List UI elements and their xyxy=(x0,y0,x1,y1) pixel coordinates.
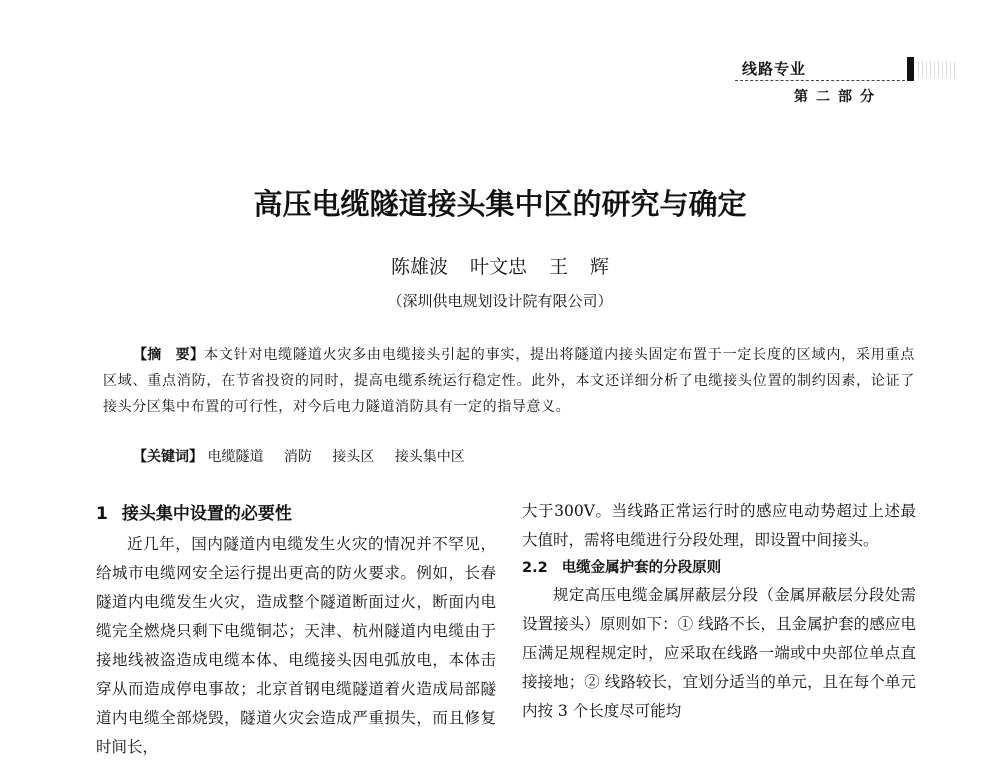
right-column xyxy=(522,497,916,726)
body-paragraph: 规定高压电缆金属屏蔽层分段（金属屏蔽层分段处需设置接头）原则如下：① 线路不长，且金属护套的感应电压满足规程规定时，应采取在线路一端或中央部位单点直接接地；② 线路较长，宜划分适当的单元，且在每个单元内按 3 个长度尽可能均 xyxy=(522,586,916,720)
subsection-number: 2.2 xyxy=(522,560,548,576)
paper-affiliation: （深圳供电规划设计院有限公司） xyxy=(387,292,613,310)
paper-authors: 陈雄波 叶文忠 王 辉 xyxy=(390,256,610,278)
body-paragraph: 近几年，国内隧道内电缆发生火灾的情况并不罕见，给城市电缆网安全运行提出更高的防火要求。例如，长春隧道内电缆发生火灾，造成整个隧道断面过火，断面内电缆完全燃烧只剩下电缆铜芯；天津、杭州隧道内电缆由于接地线被盗造成电缆本体、电缆接头因电弧放电，本体击穿从而造成停电事故；北京首钢电缆隧道着火造成局部隧道内电缆全部烧毁，隧道火灾会造成严重损失，而且修复时间长， xyxy=(96,535,496,756)
left-column xyxy=(96,500,496,762)
subsection-heading xyxy=(522,555,916,581)
running-header-part: 第二部分 xyxy=(794,89,882,105)
keyword: 消防 xyxy=(283,449,312,465)
running-header-section: 线路专业 xyxy=(742,60,807,78)
section-number: 1 xyxy=(96,504,108,524)
running-header-bar xyxy=(907,57,914,81)
keyword: 接头集中区 xyxy=(394,449,465,465)
running-header-rule xyxy=(735,80,910,81)
paper-title: 高压电缆隧道接头集中区的研究与确定 xyxy=(253,187,747,221)
subsection-title: 电缆金属护套的分段原则 xyxy=(561,560,722,576)
abstract-text: 本文针对电缆隧道火灾多由电缆接头引起的事实，提出将隧道内接头固定布置于一定长度的区域内，采用重点区域、重点消防，在节省投资的同时，提高电缆系统运行稳定性。此外，本文还详细分析了电缆接头位置的制约因素，论证了接头分区集中布置的可行性，对今后电力隧道消防具有一定的指导意义。 xyxy=(103,347,916,415)
keywords-label: 【关键词】 xyxy=(133,449,203,465)
continued-paragraph: 大于300V。当线路正常运行时的感应电动势超过上述最大值时，需将电缆进行分段处理，即设置中间接头。 xyxy=(522,502,916,549)
section-heading xyxy=(96,500,496,528)
keywords xyxy=(133,446,481,466)
abstract-label: 【摘 要】 xyxy=(133,347,205,363)
scan-artifact xyxy=(918,62,958,78)
keyword: 接头区 xyxy=(332,449,375,465)
keyword: 电缆隧道 xyxy=(207,449,264,465)
abstract xyxy=(103,342,915,420)
section-title: 接头集中设置的必要性 xyxy=(121,504,292,524)
